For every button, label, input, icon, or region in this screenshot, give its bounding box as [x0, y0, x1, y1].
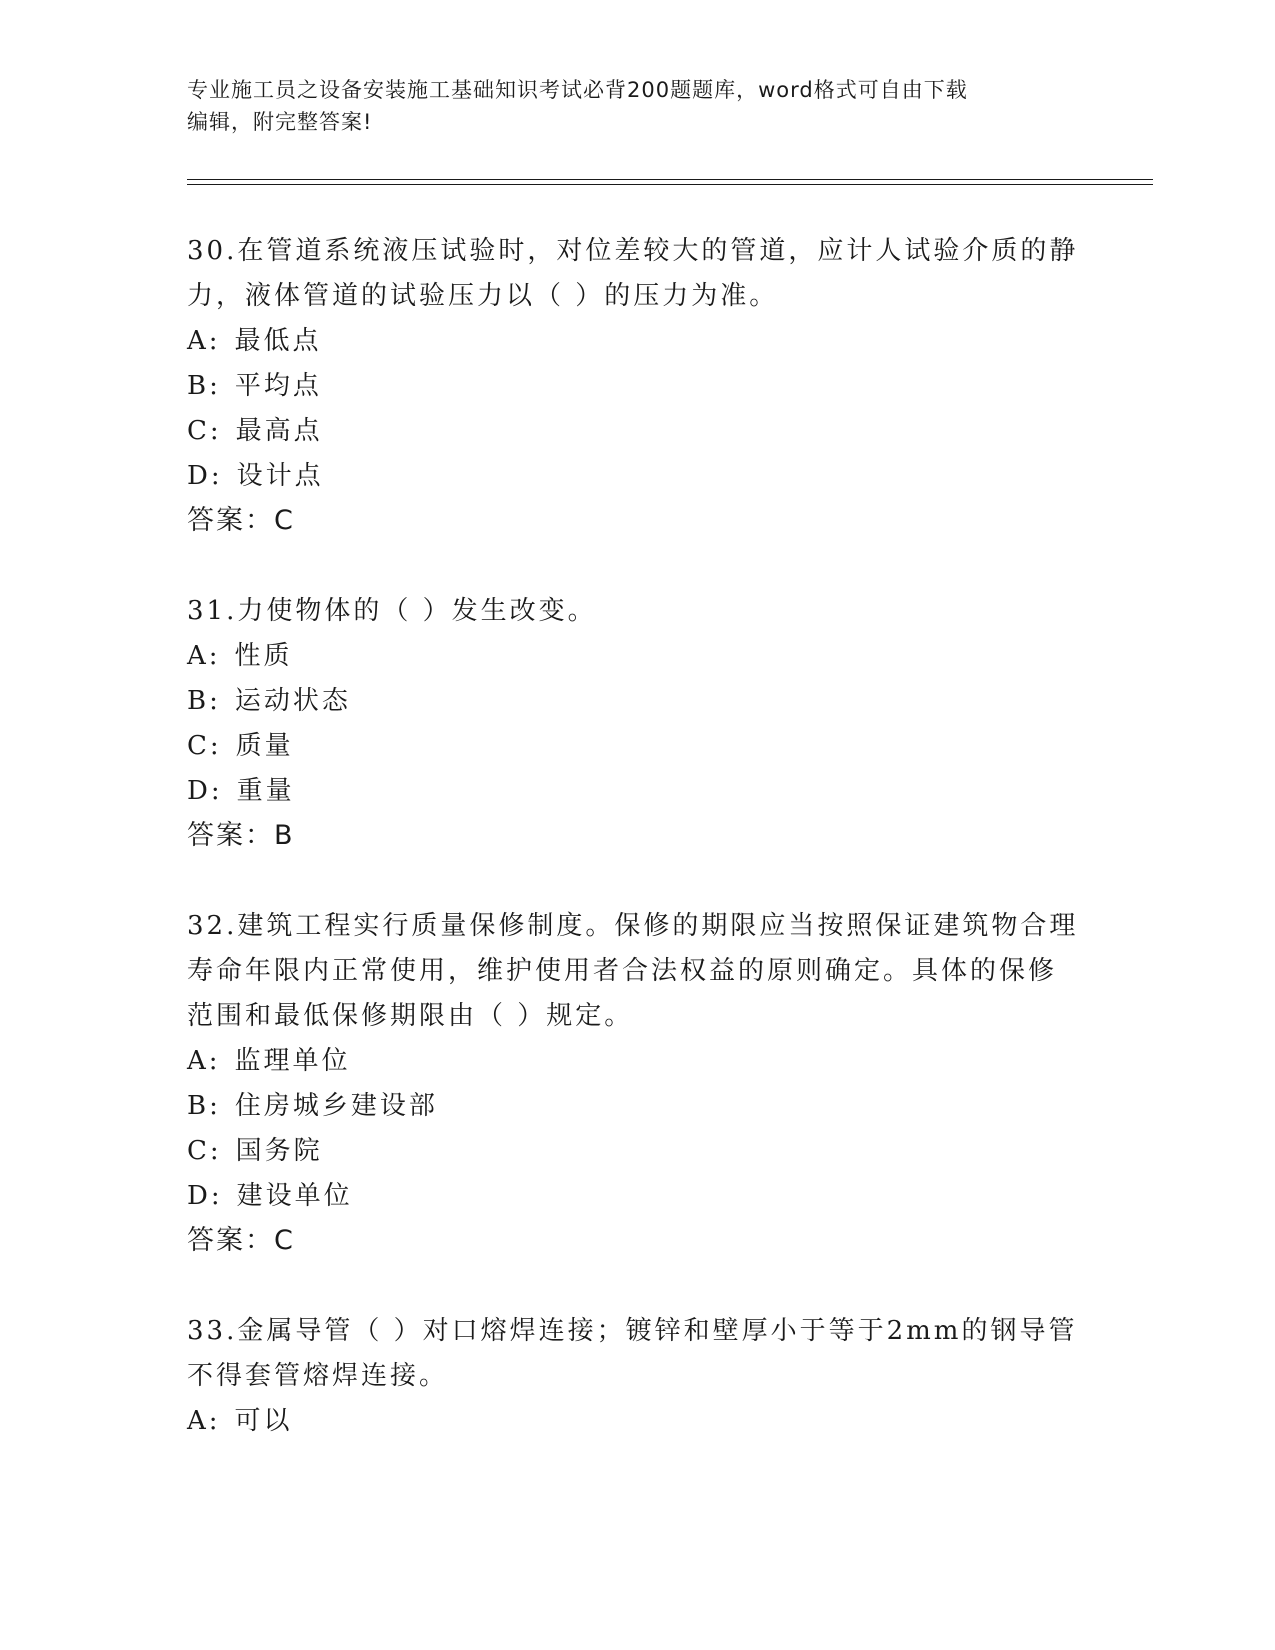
option-text: 建设单位 [236, 1181, 353, 1211]
header-divider-bottom [187, 184, 1153, 185]
option-letter: D: [187, 776, 223, 806]
header-divider-top [187, 179, 1153, 180]
header-line-2: 编辑，附完整答案! [187, 110, 373, 134]
question-31-option-c [187, 731, 294, 761]
option-text: 最高点 [235, 416, 323, 446]
option-text: 监理单位 [234, 1046, 351, 1076]
question-32-line-3: 范围和最低保修期限由（ ）规定。 [187, 1001, 634, 1031]
option-letter: B: [187, 686, 221, 716]
option-letter: C: [187, 1136, 222, 1166]
question-30-line-1: 30.在管道系统液压试验时，对位差较大的管道，应计人试验介质的静 [187, 236, 1079, 266]
question-31-option-d [187, 776, 295, 806]
question-31-option-b [187, 686, 351, 716]
option-text: 平均点 [234, 371, 322, 401]
document-header [187, 74, 1087, 138]
question-32-option-c [187, 1136, 323, 1166]
question-33-line-1: 33.金属导管（ ）对口熔焊连接；镀锌和壁厚小于等于2mm的钢导管 [187, 1316, 1078, 1346]
option-letter: C: [187, 731, 222, 761]
question-32-option-d [187, 1181, 353, 1211]
option-text: 国务院 [235, 1136, 323, 1166]
question-30-answer: 答案：C [187, 505, 295, 536]
option-text: 最低点 [234, 326, 322, 356]
option-text: 设计点 [236, 461, 324, 491]
question-32-option-b [187, 1091, 438, 1121]
question-32-answer: 答案：C [187, 1225, 295, 1256]
option-text: 住房城乡建设部 [234, 1091, 438, 1121]
option-letter: B: [187, 1091, 221, 1121]
question-30-option-d [187, 461, 324, 491]
option-letter: D: [187, 1181, 223, 1211]
question-30-line-2: 力，液体管道的试验压力以（ ）的压力为准。 [187, 281, 779, 311]
option-letter: D: [187, 461, 223, 491]
option-text: 质量 [235, 731, 294, 761]
question-31-line-1: 31.力使物体的（ ）发生改变。 [187, 596, 597, 626]
option-letter: A: [187, 1406, 221, 1436]
option-letter: A: [187, 326, 221, 356]
question-32-line-2: 寿命年限内正常使用，维护使用者合法权益的原则确定。具体的保修 [187, 956, 1058, 986]
option-letter: A: [187, 641, 221, 671]
question-30-option-c [187, 416, 323, 446]
option-letter: A: [187, 1046, 221, 1076]
option-text: 重量 [236, 776, 295, 806]
question-30-option-a [187, 326, 322, 356]
option-letter: B: [187, 371, 221, 401]
question-33-option-a [187, 1406, 293, 1436]
option-text: 运动状态 [234, 686, 351, 716]
question-32-line-1: 32.建筑工程实行质量保修制度。保修的期限应当按照保证建筑物合理 [187, 911, 1079, 941]
question-31-option-a [187, 641, 293, 671]
option-text: 性质 [234, 641, 293, 671]
option-text: 可以 [234, 1406, 293, 1436]
header-line-1: 专业施工员之设备安装施工基础知识考试必背200题题库，word格式可自由下载 [187, 78, 968, 102]
question-33-line-2: 不得套管熔焊连接。 [187, 1361, 449, 1391]
option-letter: C: [187, 416, 222, 446]
question-32-option-a [187, 1046, 351, 1076]
question-31-answer: 答案：B [187, 820, 295, 851]
question-30-option-b [187, 371, 322, 401]
